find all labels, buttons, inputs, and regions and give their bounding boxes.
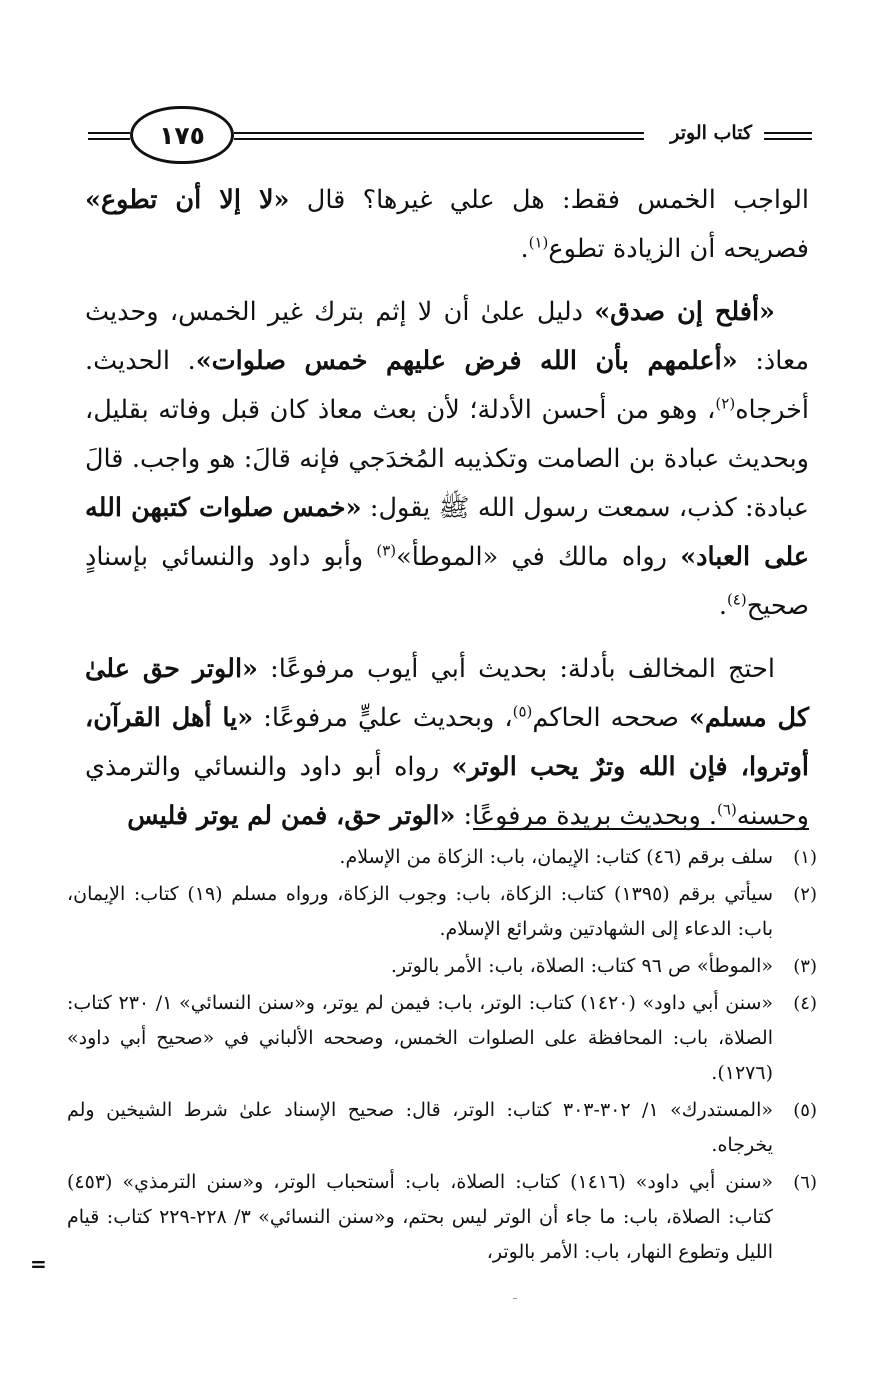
footnote-text: سلف برقم (٤٦) كتاب: الإيمان، باب: الزكاة من الإسلام. xyxy=(339,846,773,868)
header-rule xyxy=(234,138,644,140)
footnote-number: (٢) xyxy=(793,884,817,905)
chapter-title: كتاب الوتر xyxy=(662,118,760,148)
footnote-text: «الموطأ» ص ٩٦ كتاب: الصلاة، باب: الأمر بالوتر. xyxy=(390,955,773,977)
footnote-text: «سنن أبي داود» (١٤١٦) كتاب: الصلاة، باب: أستحباب الوتر، و«سنن الترمذي» (٤٥٣) كتاب: الصلاة، باب: ما جاء أن الوتر ليس بحتم، و«سنن النسائي» ٣/ ٢٢٨-٢٢٩ كتاب: قيام الليل وتطوع النهار، باب: الأمر بالوتر، xyxy=(67,1171,773,1263)
page-number-badge xyxy=(130,106,234,164)
footnote-ref[interactable]: (٥) xyxy=(512,702,533,721)
text-run: رواه أبو داود والنسائي والترمذي وحسنه xyxy=(85,752,809,831)
print-speck xyxy=(513,1298,517,1299)
footnote-number: (٣) xyxy=(793,956,817,977)
footnote-text: «المستدرك» ١/ ٣٠٢-٣٠٣ كتاب: الوتر، قال: صحيح الإسناد علىٰ شرط الشيخين ولم يخرجاه. xyxy=(67,1099,773,1156)
footnote xyxy=(67,1093,821,1163)
text-run: . xyxy=(718,591,727,621)
footnote-text: «سنن أبي داود» (١٤٢٠) كتاب: الوتر، باب: فيمن لم يوتر، و«سنن النسائي» ١/ ٢٣٠ كتاب: الصلاة، باب: المحافظة على الصلوات الخمس، وصححه الألباني في «صحيح أبي داود» (١٢٧٦). xyxy=(67,992,773,1084)
text-run: ، وبحديث عليٍّ مرفوعًا: xyxy=(253,703,513,733)
footnote-divider xyxy=(473,828,809,830)
text-run: وأبو داود والنسائي بإسنادٍ صحيح xyxy=(85,542,809,621)
footnote-number: (٦) xyxy=(793,1172,817,1193)
text-run: دليل علىٰ أن لا إثم بترك غير الخمس، وحديث معاذ: xyxy=(85,297,809,376)
footnote-number: (٤) xyxy=(793,993,817,1014)
footnote-number: (٥) xyxy=(793,1100,817,1121)
main-text xyxy=(85,176,809,855)
paragraph xyxy=(85,176,809,274)
footnote-number: (١) xyxy=(793,847,817,868)
continuation-mark: = xyxy=(30,1252,47,1276)
hadith-quote: «أفلح إن صدق» xyxy=(594,297,775,327)
footnote-ref[interactable]: (٢) xyxy=(715,394,736,413)
paragraph xyxy=(85,645,809,841)
footnote xyxy=(67,1165,821,1270)
hadith-quote: «خمس صلوات كتبهن الله على العباد» xyxy=(85,493,809,572)
footnote-text: سيأتي برقم (١٣٩٥) كتاب: الزكاة، باب: وجوب الزكاة، ورواه مسلم (١٩) كتاب: الإيمان، باب: الدعاء إلى الشهادتين وشرائع الإسلام. xyxy=(67,883,773,940)
hadith-quote: «أعلمهم بأن الله فرض عليهم خمس صلوات» xyxy=(195,346,738,376)
page-number: ١٧٥ xyxy=(159,120,205,150)
footnote-ref[interactable]: (٤) xyxy=(726,590,747,609)
text-run: احتج المخالف بأدلة: بحديث أبي أيوب مرفوعًا: xyxy=(257,654,775,684)
footnotes xyxy=(67,840,821,1272)
footnote xyxy=(67,840,821,875)
text-run: . xyxy=(520,234,529,264)
text-run: صححه الحاكم xyxy=(532,703,689,733)
text-run: . الحديث. أخرجاه xyxy=(85,346,809,425)
footnote-ref[interactable]: (٣) xyxy=(376,541,397,560)
header-rule xyxy=(234,132,644,134)
page-header xyxy=(88,104,812,170)
text-run: فصريحه أن الزيادة تطوع xyxy=(548,234,809,264)
footnote xyxy=(67,986,821,1091)
text-run: . وبحديث بريدة مرفوعًا: xyxy=(455,801,718,831)
hadith-quote: «الوتر حق علىٰ كل مسلم» xyxy=(85,654,809,733)
footnote-ref[interactable]: (٦) xyxy=(717,800,737,819)
footnote xyxy=(67,877,821,947)
header-rule xyxy=(88,138,130,140)
hadith-quote: «يا أهل القرآن، أوتروا، فإن الله وترٌ يحب الوتر» xyxy=(85,703,809,782)
hadith-quote: «الوتر حق، فمن لم يوتر فليس xyxy=(127,801,456,831)
text-run: رواه مالك في «الموطأ» xyxy=(396,542,681,572)
footnote-ref[interactable]: (١) xyxy=(528,233,549,252)
header-rule xyxy=(764,138,812,140)
footnote xyxy=(67,949,821,984)
header-rule xyxy=(764,132,812,134)
hadith-quote: «لا إلا أن تطوع» xyxy=(85,185,290,215)
text-run: ، وهو من أحسن الأدلة؛ لأن بعث معاذ كان قبل وفاته بقليل، وبحديث عبادة بن الصامت وتكذيبه المُخدَجي فإنه قالَ: هو واجب. قالَ عبادة: كذب، سمعت رسول الله ﷺ يقول: xyxy=(85,395,809,523)
paragraph xyxy=(85,288,809,631)
header-rule xyxy=(88,132,130,134)
text-run: الواجب الخمس فقط: هل علي غيرها؟ قال xyxy=(289,185,809,215)
